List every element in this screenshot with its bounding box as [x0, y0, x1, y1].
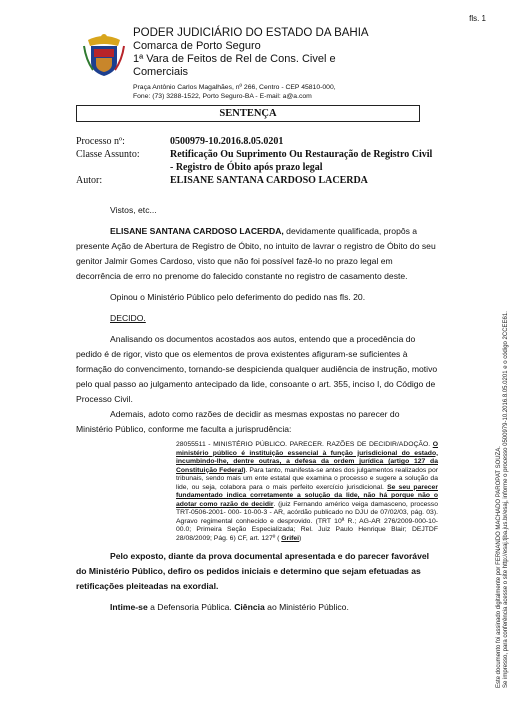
signature-line-2: Se impresso, para conferência acesse o site http://esaj.tjba.jus.br/esaj, informe o processo 0500979-10.2016.8.05.0201 e o código 2CCEE61.: [503, 311, 509, 688]
jurisprudence-quote: [176, 441, 438, 543]
coat-of-arms-icon: [82, 32, 126, 78]
paragraph-2: Opinou o Ministério Público pelo deferimento do pedido nas fls. 20.: [110, 292, 366, 302]
document-body: [76, 203, 438, 615]
vara: 1ª Vara de Feitos de Rel de Cons. Civel e: [133, 53, 336, 65]
quote-highlight-1: O ministério público é instituição essencial à função jurisdicional do estado, incumbindo-lhe, dentre outras, a defesa da ordem jurídica (artigo 127 da Constituição Federal): [176, 441, 438, 474]
court-name: PODER JUDICIÁRIO DO ESTADO DA BAHIA: [133, 27, 369, 39]
quote-head: 28055511 - MINISTÉRIO PÚBLICO. PARECER. RAZÕES DE DECIDIR/ADOÇÃO.: [176, 441, 433, 448]
paragraph-1-text: devidamente qualificada, propôs a presente Ação de Abertura de Registro de Óbito, no intuito de lavrar o registro de Óbito do seu genitor Jalmir Gomes Cardoso, visto que não foi possível fazê-lo no prazo legal em decorrência de erro no prenome do falecido constante no registro de casamento deste.: [76, 226, 436, 281]
quote-grifei: Grifei: [281, 534, 300, 542]
digital-signature-note: [496, 311, 510, 688]
intime-se: Intime-se: [110, 602, 148, 612]
decido-heading: [76, 311, 438, 326]
decido-text: DECIDO.: [110, 313, 146, 323]
paragraph-5: Pelo exposto, diante da prova documental apresentada e do parecer favorável do Ministério Público, defiro os pedidos iniciais e determino que sejam efetuadas as retificações pleiteadas na exordial.: [76, 551, 430, 591]
quote-tail: . (juiz Fernando américo veiga damasceno, processo TRT-0506-2001- 000- 10-00-3 - AR, acórdão publicado no DJU de 07/02/03, pág. 03). Agravo regimental conhecido e desprovido. (TRT 10ª R.; AG-AR 276/2009-000-10-00.0; Primeira Seção Especializada; Rel. Juiz Paulo Henrique Blair; DEJTDF 28/08/2009; Pág. 6) CF, art. 127º (: [176, 500, 438, 542]
quote-mid: . Para tanto, manifesta-se antes dos julgamentos realizados por tribunais, sendo mais um ente estatal que examina o processo e sugere a solução da lide, ou seja, colabora para o mais perfeito exercício jurisdicional.: [176, 466, 438, 491]
ciencia: Ciência: [234, 602, 265, 612]
court-header: [133, 27, 433, 101]
plaintiff-name: ELISANE SANTANA CARDOSO LACERDA,: [110, 226, 284, 236]
classe-value: Retificação Ou Suprimento Ou Restauração de Registro Civil - Registro de Óbito após prazo legal: [170, 149, 433, 173]
court-contact: Fone: (73) 3288-1522, Porto Seguro-BA - E-mail: a@a.com: [133, 93, 312, 100]
signature-line-1: Este documento foi assinado digitalmente por FERNANDO MACHADO PAROPAT SOUZA.: [496, 446, 502, 688]
paragraph-6: [76, 600, 438, 615]
comarca: Comarca de Porto Seguro: [133, 40, 261, 52]
vistos: Vistos, etc...: [110, 205, 157, 215]
paragraph-4: Ademais, adoto como razões de decidir as mesmas expostas no parecer do Ministério Público, conforme me faculta a jurisprudência:: [76, 409, 400, 434]
page-number: fls. 1: [469, 14, 486, 23]
document-title: SENTENÇA: [76, 105, 420, 122]
autor-value: ELISANE SANTANA CARDOSO LACERDA: [170, 175, 368, 186]
autor-label: Autor:: [76, 175, 103, 186]
quote-highlight-2: Se seu parecer fundamentado indica corretamente a solução da lide, não há porque não o adotar como razão de decidir: [176, 483, 438, 508]
quote-close: ): [299, 534, 302, 542]
processo-label: Processo nº:: [76, 136, 125, 147]
paragraph-3: Analisando os documentos acostados aos autos, entendo que a procedência do pedido é de rigor, visto que os elementos de prova existentes afiguram-se suficientes à formação do convencimento, tornando-se despicienda qualquer audiência de instrução, motivo pelo qual passo ao julgamento antecipado da lide, consoante o art. 355, inciso I, do Código de Processo Civil.: [76, 334, 438, 404]
case-metadata: [76, 135, 436, 187]
paragraph-6-text-2: ao Ministério Público.: [264, 602, 349, 612]
paragraph-6-text-1: a Defensoria Pública.: [147, 602, 235, 612]
classe-label: Classe Assunto:: [76, 149, 140, 160]
processo-value: 0500979-10.2016.8.05.0201: [170, 136, 284, 147]
court-address: Praça Antônio Carlos Magalhães, nº 266, Centro - CEP 45810-000,: [133, 84, 336, 91]
vara-cont: Comerciais: [133, 66, 189, 78]
paragraph-1: [76, 224, 438, 284]
